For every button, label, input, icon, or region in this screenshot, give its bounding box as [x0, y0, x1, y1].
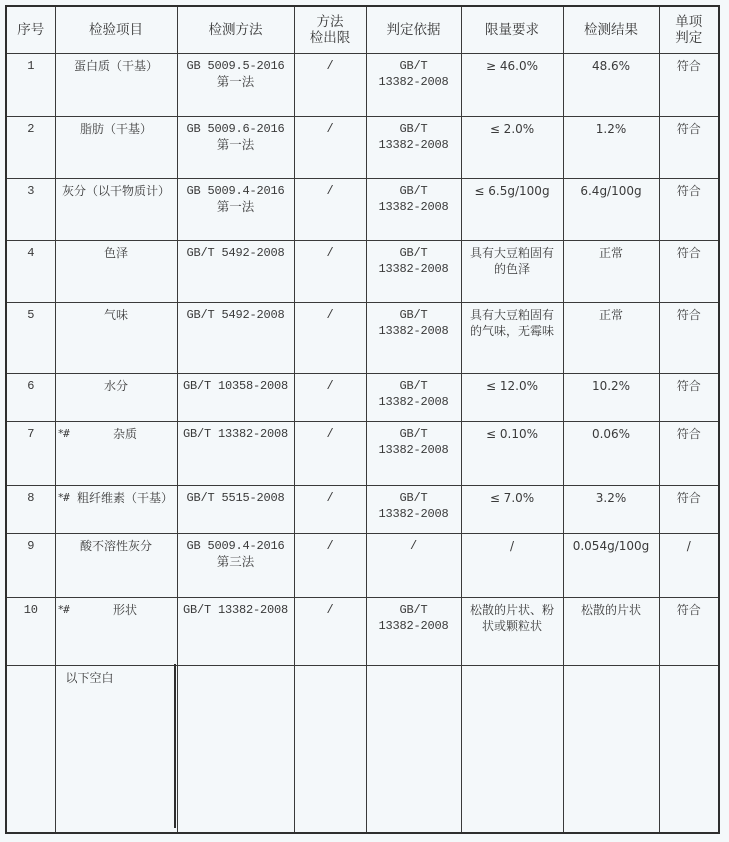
cell-requirement: 松散的片状、粉状或颗粒状 [461, 597, 563, 665]
cell-basis-line2: 13382-2008 [378, 261, 449, 276]
cell-seq: 10 [6, 597, 55, 665]
table-row [6, 53, 719, 116]
table-row [6, 597, 719, 665]
cell-item-label: 形状 [112, 602, 137, 617]
cell-seq: 1 [6, 53, 55, 116]
cell-result: 正常 [563, 302, 659, 373]
cell-basis [366, 533, 461, 597]
cell-basis-line1: / [409, 538, 417, 553]
cell-basis [366, 597, 461, 665]
cell-item [55, 178, 177, 240]
cell-result: 10.2% [563, 373, 659, 421]
cell-basis-line1: GB/T [399, 307, 428, 322]
cell-item-label: 色泽 [103, 245, 128, 260]
cell-lod: / [294, 240, 366, 302]
cell-basis [366, 302, 461, 373]
table-row [6, 116, 719, 178]
cell-item-marker: *# [57, 490, 69, 504]
cell-result: 0.06% [563, 421, 659, 485]
cell-lod: / [294, 597, 366, 665]
cell-verdict: 符合 [659, 373, 719, 421]
cell-method [177, 373, 294, 421]
cell-method [177, 116, 294, 178]
cell-basis-line1: GB/T [399, 245, 428, 260]
cell-lod: / [294, 302, 366, 373]
cell-requirement: ≤ 6.5g/100g [461, 178, 563, 240]
cell-requirement: 具有大豆粕固有的气味，无霉味 [461, 302, 563, 373]
header-basis: 判定依据 [366, 6, 461, 53]
cell-basis-line2: 13382-2008 [378, 442, 449, 457]
cell-method [177, 485, 294, 533]
cell-requirement: ≤ 0.10% [461, 421, 563, 485]
cell-basis [366, 240, 461, 302]
cell-result-blank [563, 665, 659, 833]
cell-method-line1: GB/T 13382-2008 [182, 602, 289, 617]
cell-item [55, 53, 177, 116]
header-verdict [659, 6, 719, 53]
cell-method [177, 597, 294, 665]
cell-basis-line2: 13382-2008 [378, 74, 449, 89]
table-row [6, 373, 719, 421]
table-row [6, 240, 719, 302]
cell-verdict: 符合 [659, 116, 719, 178]
cell-requirement: ≤ 7.0% [461, 485, 563, 533]
cell-item-label: 酸不溶性灰分 [79, 538, 152, 553]
table-row [6, 178, 719, 240]
cell-basis-blank [366, 665, 461, 833]
cell-seq-blank [6, 665, 55, 833]
cell-result: 1.2% [563, 116, 659, 178]
cell-requirement: ≤ 12.0% [461, 373, 563, 421]
cell-seq: 9 [6, 533, 55, 597]
table-row [6, 485, 719, 533]
cell-basis [366, 178, 461, 240]
cell-basis [366, 116, 461, 178]
cell-method-line1: GB 5009.5-2016 [186, 58, 285, 73]
cell-item-label: 脂肪（干基） [79, 121, 152, 136]
cell-method-line1: GB 5009.4-2016 [186, 538, 285, 553]
cell-item [55, 302, 177, 373]
cell-item [55, 373, 177, 421]
cell-seq: 2 [6, 116, 55, 178]
cell-verdict: 符合 [659, 485, 719, 533]
cell-seq: 7 [6, 421, 55, 485]
cell-basis-line2: 13382-2008 [378, 323, 449, 338]
header-lod-line1: 方法 [316, 13, 344, 30]
cell-basis-line2: 13382-2008 [378, 394, 449, 409]
cell-basis [366, 373, 461, 421]
cell-method-line1: GB/T 5492-2008 [186, 245, 285, 260]
cell-item-marker: *# [57, 426, 69, 440]
cell-item [55, 240, 177, 302]
cell-item [55, 485, 177, 533]
cell-lod: / [294, 485, 366, 533]
cell-requirement: ≤ 2.0% [461, 116, 563, 178]
header-item: 检验项目 [55, 6, 177, 53]
cell-verdict: 符合 [659, 597, 719, 665]
header-result: 检测结果 [563, 6, 659, 53]
cell-item-label: 水分 [103, 378, 128, 393]
column-divider-extension [174, 664, 176, 828]
cell-item [55, 597, 177, 665]
cell-item-label: 蛋白质（干基） [73, 58, 158, 73]
cell-method-line1: GB 5009.4-2016 [186, 183, 285, 198]
cell-verdict-blank [659, 665, 719, 833]
cell-lod: / [294, 421, 366, 485]
cell-method [177, 240, 294, 302]
cell-item-label: 粗纤维素（干基） [76, 490, 173, 505]
cell-method-line1: GB/T 5515-2008 [186, 490, 285, 505]
cell-seq: 8 [6, 485, 55, 533]
cell-item [55, 421, 177, 485]
table-row [6, 421, 719, 485]
cell-basis-line2: 13382-2008 [378, 618, 449, 633]
header-method: 检测方法 [177, 6, 294, 53]
table-header-row [6, 6, 719, 53]
cell-method-line1: GB/T 13382-2008 [182, 426, 289, 441]
cell-result: 0.054g/100g [563, 533, 659, 597]
header-verdict-line1: 单项 [675, 13, 703, 30]
cell-requirement: ≥ 46.0% [461, 53, 563, 116]
cell-basis-line1: GB/T [399, 58, 428, 73]
table-row [6, 302, 719, 373]
cell-basis-line1: GB/T [399, 602, 428, 617]
cell-basis-line1: GB/T [399, 378, 428, 393]
cell-item-label: 气味 [103, 307, 128, 322]
cell-method-line1: GB/T 5492-2008 [186, 307, 285, 322]
header-limit-of-detection [294, 6, 366, 53]
inspection-results-table [5, 5, 720, 834]
cell-verdict: / [659, 533, 719, 597]
cell-verdict: 符合 [659, 302, 719, 373]
cell-lod-blank [294, 665, 366, 833]
cell-item [55, 116, 177, 178]
cell-method-line1: GB 5009.6-2016 [186, 121, 285, 136]
header-requirement: 限量要求 [461, 6, 563, 53]
header-lod-line2: 检出限 [309, 29, 351, 46]
cell-requirement-blank [461, 665, 563, 833]
cell-basis [366, 53, 461, 116]
cell-method [177, 302, 294, 373]
cell-method-line2: 第一法 [216, 73, 255, 89]
cell-verdict: 符合 [659, 53, 719, 116]
cell-basis-line1: GB/T [399, 426, 428, 441]
cell-lod: / [294, 116, 366, 178]
table-row-blank [6, 665, 719, 833]
cell-method-line2: 第一法 [216, 136, 255, 152]
cell-requirement: 具有大豆粕固有的色泽 [461, 240, 563, 302]
cell-result: 48.6% [563, 53, 659, 116]
cell-method-line1: GB/T 10358-2008 [182, 378, 289, 393]
cell-lod: / [294, 53, 366, 116]
cell-seq: 6 [6, 373, 55, 421]
cell-result: 松散的片状 [563, 597, 659, 665]
cell-basis-line1: GB/T [399, 183, 428, 198]
cell-result: 3.2% [563, 485, 659, 533]
cell-requirement: / [461, 533, 563, 597]
cell-method-line2: 第三法 [216, 553, 255, 569]
blank-note: 以下空白 [55, 665, 177, 833]
cell-seq: 4 [6, 240, 55, 302]
table-row [6, 533, 719, 597]
cell-verdict: 符合 [659, 240, 719, 302]
cell-lod: / [294, 373, 366, 421]
cell-verdict: 符合 [659, 178, 719, 240]
cell-seq: 5 [6, 302, 55, 373]
header-seq: 序号 [6, 6, 55, 53]
cell-lod: / [294, 178, 366, 240]
cell-method-blank [177, 665, 294, 833]
cell-basis [366, 421, 461, 485]
header-verdict-line2: 判定 [675, 29, 703, 46]
cell-basis-line2: 13382-2008 [378, 137, 449, 152]
cell-basis-line2: 13382-2008 [378, 506, 449, 521]
cell-lod: / [294, 533, 366, 597]
cell-verdict: 符合 [659, 421, 719, 485]
cell-result: 6.4g/100g [563, 178, 659, 240]
cell-method-line2: 第一法 [216, 198, 255, 214]
cell-item-label: 杂质 [112, 426, 137, 441]
cell-result: 正常 [563, 240, 659, 302]
cell-item [55, 533, 177, 597]
cell-seq: 3 [6, 178, 55, 240]
cell-basis [366, 485, 461, 533]
cell-basis-line1: GB/T [399, 121, 428, 136]
cell-basis-line2: 13382-2008 [378, 199, 449, 214]
cell-item-label: 灰分（以干物质计） [61, 183, 170, 198]
cell-method [177, 421, 294, 485]
cell-basis-line1: GB/T [399, 490, 428, 505]
cell-method [177, 533, 294, 597]
cell-method [177, 178, 294, 240]
cell-method [177, 53, 294, 116]
cell-item-marker: *# [57, 602, 69, 616]
